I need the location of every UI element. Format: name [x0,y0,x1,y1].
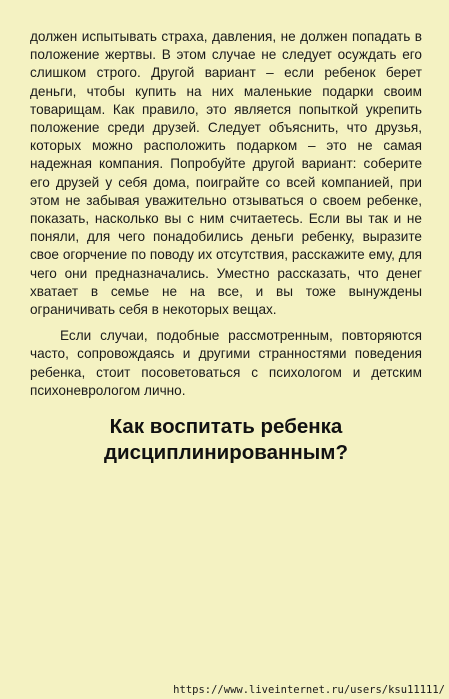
document-page [30,28,422,466]
body-paragraph-1: должен испытывать страха, давления, не должен попадать в положение жертвы. В этом случае не следует осуждать его слишком строго. Другой вариант – если ребенок берет деньги, чтобы купить на них маленькие подарки своим товарищам. Как правило, это является попыткой укрепить положение среди друзей. Следует объяснить, что друзья, которых можно расположить подарком – это не самая надежная компания. Попробуйте другой вариант: соберите его друзей у себя дома, поиграйте со всей компанией, при этом не забывая уважительно отзываться о своем ребенке, показать, насколько вы с ним считаетесь. Если вы так и не поняли, для чего понадобились деньги ребенку, выразите свое огорчение по поводу их отсутствия, расскажите ему, для чего они предназначались. Уместно рассказать, что денег хватает в семье не на все, и вы тоже вынуждены ограничивать себя в некоторых вещах. [30,29,422,318]
body-paragraph-2: Если случаи, подобные рассмотренным, повторяются часто, сопровождаясь и другими странностями поведения ребенка, стоит посоветоваться с психологом и детским психоневрологом лично. [30,328,422,398]
section-heading: Как воспитать ребенка дисциплинированным? [104,415,348,465]
source-url-watermark: https://www.liveinternet.ru/users/ksu11111/ [173,684,445,696]
